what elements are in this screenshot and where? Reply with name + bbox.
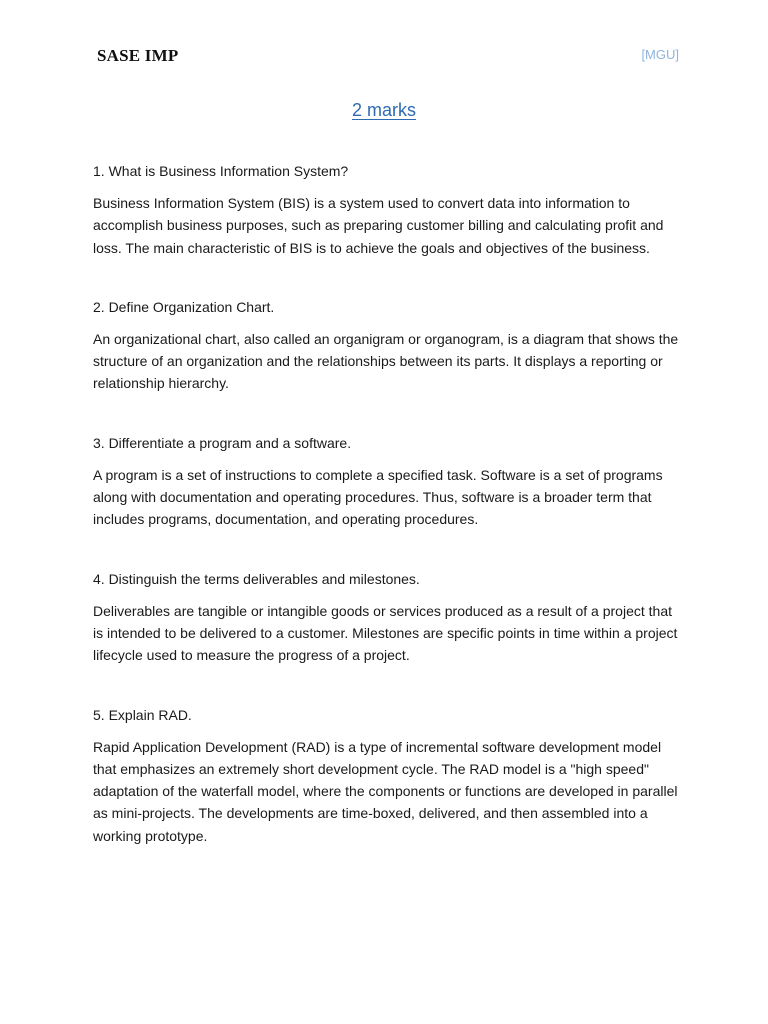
answer-text: An organizational chart, also called an organigram or organogram, is a diagram that shows the structure of an organization and the relationships between its parts. It displays a reporting or relationship hierarchy. — [93, 330, 679, 392]
qa-item — [91, 705, 683, 847]
question-text: 5. Explain RAD. — [93, 706, 192, 723]
question-text: 4. Distinguish the terms deliverables and milestones. — [93, 570, 420, 587]
question-text: 2. Define Organization Chart. — [93, 298, 275, 315]
qa-item — [91, 569, 683, 667]
answer-text: Business Information System (BIS) is a system used to convert data into information to accomplish business purposes, such as preparing customer billing and calculating profit and loss. The main characteristic of BIS is to achieve the goals and objectives of the business. — [93, 195, 664, 256]
question-text: 3. Differentiate a program and a software. — [93, 434, 352, 451]
answer-text: Deliverables are tangible or intangible goods or services produced as a result of a project that is intended to be delivered to a customer. Milestones are specific points in time within a project lifecycle used to measure the progress of a project. — [93, 602, 678, 664]
section-heading: 2 marks — [351, 100, 416, 120]
qa-item — [91, 433, 683, 531]
qa-item — [91, 297, 683, 395]
qa-list — [91, 161, 683, 885]
qa-item — [91, 161, 683, 259]
answer-text: A program is a set of instructions to complete a specified task. Software is a set of programs along with documentation and operating procedures. Thus, software is a broader term that includes programs, documentation, and operating procedures. — [93, 466, 663, 528]
university-tag: [MGU] — [641, 47, 679, 62]
document-title: SASE IMP — [97, 46, 179, 65]
answer-text: Rapid Application Development (RAD) is a type of incremental software development model that emphasizes an extremely short development cycle. The RAD model is a "high speed" adaptation of the waterfall model, where the components or functions are developed in parallel as mini-projects. The developments are time-boxed, delivered, and then assembled into a working prototype. — [93, 738, 678, 844]
question-text: 1. What is Business Information System? — [93, 163, 349, 179]
